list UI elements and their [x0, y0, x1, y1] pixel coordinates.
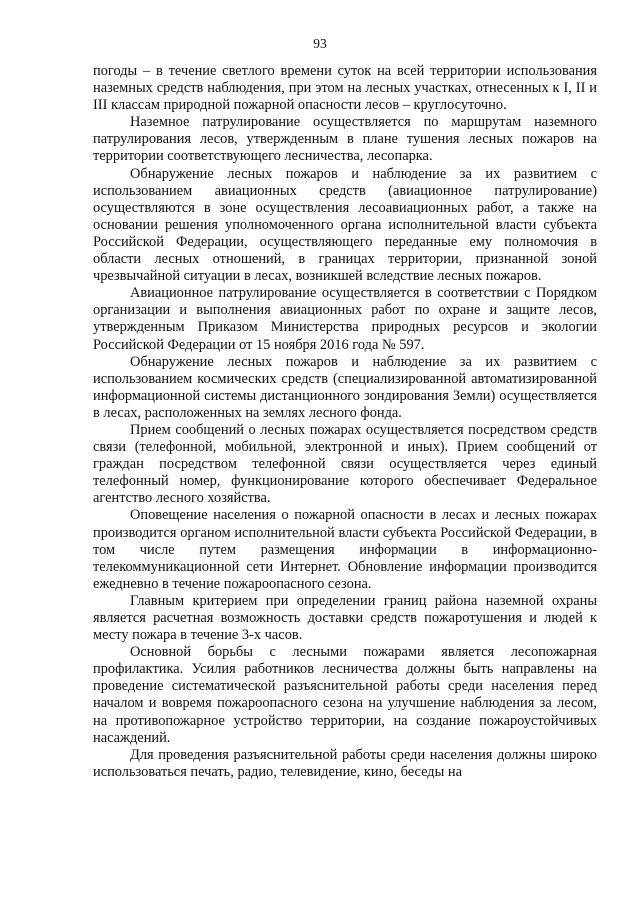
paragraph-continuation: погоды – в течение светлого времени суток на всей территории использования наземных средств наблюдения, при этом на лесных участках, отнесенных к I, II и III классам природной пожарной опасности лесов – круглосуточно.	[93, 63, 597, 114]
paragraph-fire-prevention: Основной борьбы с лесными пожарами является лесопожарная профилактика. Усилия работников лесничества должны быть направлены на проведение систематической разъяснительной работы среди населения перед началом и вовремя пожароопасного сезона на улучшение наблюдения за лесом, на противопожарное устройство территории, на создание пожароустойчивых насаждений.	[93, 644, 597, 746]
paragraph-fire-reports: Прием сообщений о лесных пожарах осуществляется посредством средств связи (телефонной, мобильной, электронной и иных). Прием сообщений от граждан посредством телефонной связи осуществляется через единый телефонный номер, функционирование которого обеспечивает Федеральное агентство лесного хозяйства.	[93, 421, 597, 507]
paragraph-space-detection: Обнаружение лесных пожаров и наблюдение за их развитием с использованием космических средств (специализированной автоматизированной информационной системы дистанционного зондирования Земли) осуществляется в лесах, расположенных на землях лесного фонда.	[93, 353, 597, 421]
paragraph-protection-zone-criteria: Главным критерием при определении границ района наземной охраны является расчетная возможность доставки средств пожаротушения и людей к месту пожара в течение 3-х часов.	[93, 592, 597, 644]
paragraph-ground-patrol: Наземное патрулирование осуществляется по маршрутам наземного патрулирования лесов, утвержденным в плане тушения лесных пожаров на территории соответствующего лесничества, лесопарка.	[93, 114, 597, 165]
paragraph-aviation-detection: Обнаружение лесных пожаров и наблюдение за их развитием с использованием авиационных средств (авиационное патрулирование) осуществляются в зоне осуществления лесоавиационных работ, а также на основании решения уполномоченного органа исполнительной власти субъекта Российской Федерации, осуществляющего переданные ему полномочия в области лесных отношений, в границах территории, признанной зоной чрезвычайной ситуации в лесах, возникшей вследствие лесных пожаров.	[93, 165, 597, 285]
paragraph-public-notification: Оповещение населения о пожарной опасности в лесах и лесных пожарах производится органом исполнительной власти субъекта Российской Федерации, в том числе путем размещения информации в информационно-телекоммуникационной сети Интернет. Обновление информации производится ежедневно в течение пожароопасного сезона.	[93, 507, 597, 592]
paragraph-aviation-patrol: Авиационное патрулирование осуществляется в соответствии с Порядком организации и выполнения авиационных работ по охране и защите лесов, утвержденным Приказом Министерства природных ресурсов и экологии Российской Федерации от 15 ноября 2016 года № 597.	[93, 285, 597, 353]
paragraph-outreach: Для проведения разъяснительной работы среди населения должны широко использоваться печать, радио, телевидение, кино, беседы на	[93, 746, 597, 780]
page-number: 93	[313, 36, 327, 51]
document-body	[93, 63, 597, 781]
